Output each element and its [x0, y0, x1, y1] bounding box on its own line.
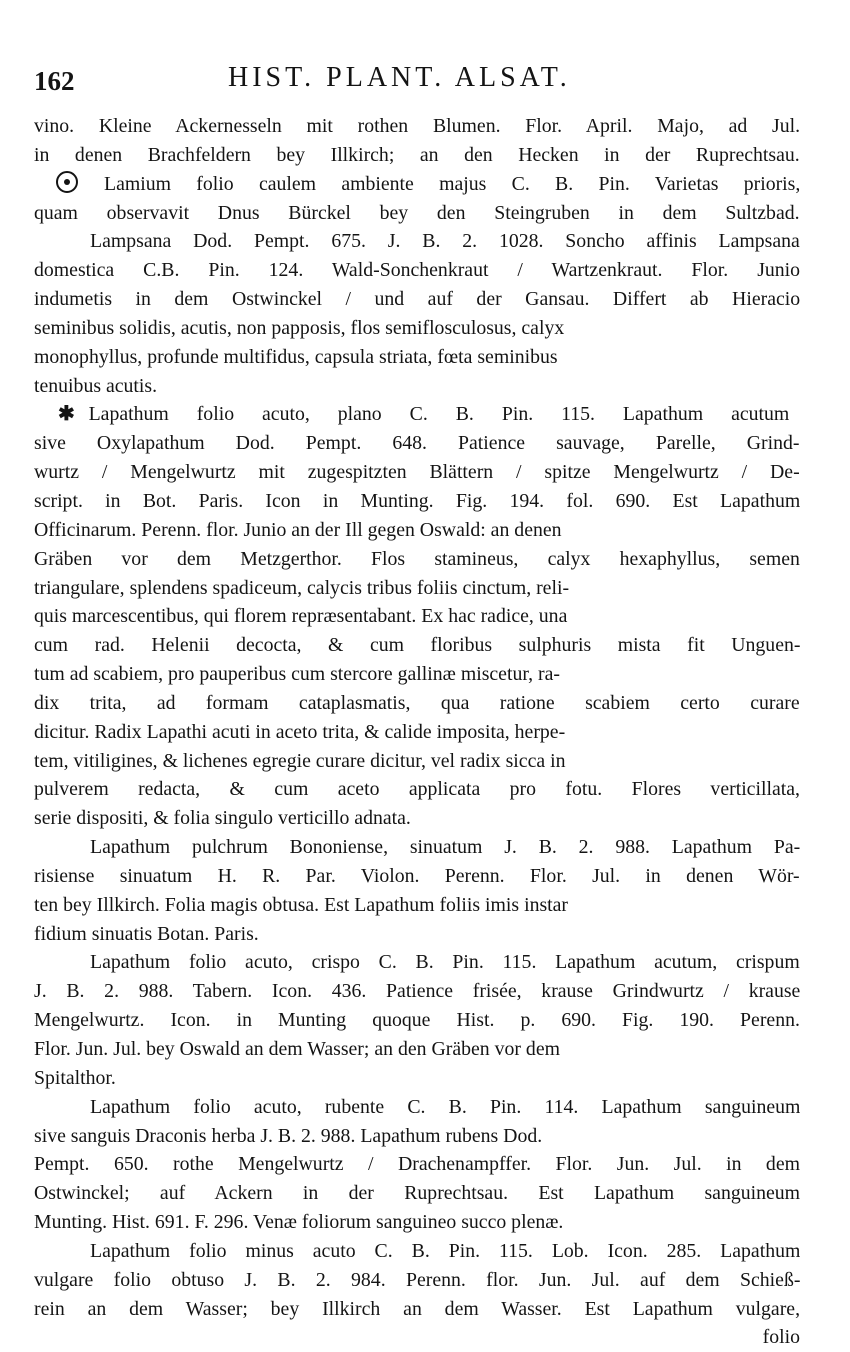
text-line: [34, 1237, 800, 1266]
text-line: [34, 314, 800, 343]
text-line: [34, 285, 800, 314]
perennial-symbol-icon: [56, 171, 78, 193]
text-line: [34, 862, 800, 891]
text-line: [34, 112, 800, 141]
page-header: [34, 62, 814, 102]
text-line-content: monophyllus, profunde multifidus, capsula striata, fœta seminibus: [34, 345, 558, 368]
text-line: [34, 516, 800, 545]
text-line-content: Flor. Jun. Jul. bey Oswald an dem Wasser; an den Gräben vor dem: [34, 1038, 560, 1060]
text-line: [34, 1179, 800, 1208]
text-line-content: tenuibus acutis.: [34, 374, 158, 397]
text-line: [34, 199, 800, 228]
text-line-content: rein an dem Wasser; bey Illkirch an dem Wasser. Est Lapathum vulgare,: [34, 1297, 800, 1320]
text-line: [34, 660, 800, 689]
text-line-content: dicitur. Radix Lapathi acuti in aceto trita, & calide imposita, herpe-: [34, 720, 566, 743]
text-line: [34, 1122, 800, 1151]
text-line: [34, 256, 800, 285]
text-line-content: domestica C.B. Pin. 124. Wald-Sonchenkraut / Wartzenkraut. Flor. Junio: [34, 259, 800, 282]
text-line-content: in denen Brachfeldern bey Illkirch; an den Hecken in der Ruprechtsau.: [34, 143, 800, 166]
text-line: [34, 487, 800, 516]
text-line: [34, 1266, 800, 1295]
text-line: [34, 141, 800, 170]
text-line: [34, 429, 800, 458]
text-line-content: Pempt. 650. rothe Mengelwurtz / Drachenampffer. Flor. Jun. Jul. in dem: [34, 1153, 800, 1176]
text-line: [34, 1035, 800, 1064]
text-line-content: Lapathum folio acuto, plano C. B. Pin. 115. Lapathum acutum: [88, 403, 790, 426]
text-line-content: indumetis in dem Ostwinckel / und auf der Gansau. Differt ab Hieracio: [34, 288, 800, 311]
text-line: [34, 948, 800, 977]
text-line-content: vulgare folio obtuso J. B. 2. 984. Perenn. flor. Jun. Jul. auf dem Schieß-: [34, 1268, 800, 1291]
text-line: [34, 400, 800, 429]
text-line-content: Lamium folio caulem ambiente majus C. B. Pin. Varietas prioris,: [104, 172, 800, 195]
text-line-content: wurtz / Mengelwurtz mit zugespitzten Blättern / spitze Mengelwurtz / De-: [34, 461, 800, 484]
text-line: [34, 1323, 800, 1352]
text-line: [34, 1208, 800, 1237]
text-line-content: Mengelwurtz. Icon. in Munting quoque Hist. p. 690. Fig. 190. Perenn.: [34, 1009, 800, 1032]
text-line-content: Lapathum folio minus acuto C. B. Pin. 115. Lob. Icon. 285. Lapathum: [90, 1239, 800, 1262]
text-line-content: sive Oxylapathum Dod. Pempt. 648. Patience sauvage, Parelle, Grind-: [34, 432, 800, 455]
text-line: [34, 545, 800, 574]
text-line-content: tum ad scabiem, pro pauperibus cum stercore gallinæ miscetur, ra-: [34, 663, 560, 686]
text-line: [34, 574, 800, 603]
text-line-content: pulverem redacta, & cum aceto applicata pro fotu. Flores verticillata,: [34, 778, 800, 801]
text-line-content: Ostwinckel; auf Ackern in der Ruprechtsau. Est Lapathum sanguineum: [34, 1182, 800, 1205]
text-line: [34, 343, 800, 372]
text-line: [34, 602, 800, 631]
text-line-content: cum rad. Helenii decocta, & cum floribus sulphuris mista fit Unguen-: [34, 634, 800, 657]
text-line-content: folio: [762, 1326, 800, 1349]
text-line-content: Lapathum folio acuto, crispo C. B. Pin. 115. Lapathum acutum, crispum: [90, 951, 800, 974]
text-line: [34, 631, 800, 660]
text-line-content: triangulare, splendens spadiceum, calycis tribus foliis cinctum, reli-: [34, 576, 570, 599]
text-line: [34, 372, 800, 401]
text-line-content: ten bey Illkirch. Folia magis obtusa. Est Lapathum foliis imis instar: [34, 893, 569, 916]
text-line-content: fidium sinuatis Botan. Paris.: [34, 922, 259, 945]
text-line-content: Gräben vor dem Metzgerthor. Flos stamineus, calyx hexaphyllus, semen: [34, 547, 800, 570]
text-line: [34, 977, 800, 1006]
text-line: [34, 1064, 800, 1093]
text-line-content: Spitalthor.: [34, 1066, 116, 1089]
text-line-content: seminibus solidis, acutis, non papposis, flos semiflosculosus, calyx: [34, 316, 565, 339]
text-line-content: sive sanguis Draconis herba J. B. 2. 988. Lapathum rubens Dod.: [34, 1124, 543, 1147]
text-line-content: Officinarum. Perenn. flor. Junio an der Ill gegen Oswald: an denen: [34, 518, 562, 541]
text-line-content: quam observavit Dnus Bürckel bey den Steingruben in dem Sultzbad.: [34, 201, 800, 224]
text-line: [34, 1006, 800, 1035]
text-line-content: serie dispositi, & folia singulo verticillo adnata.: [34, 807, 411, 830]
text-line-content: Lapathum folio acuto, rubente C. B. Pin. 114. Lapathum sanguineum: [90, 1095, 800, 1118]
text-line: [34, 833, 800, 862]
text-line: [34, 170, 800, 199]
text-line: [34, 227, 800, 256]
text-line-content: Lampsana Dod. Pempt. 675. J. B. 2. 1028. Soncho affinis Lampsana: [90, 230, 800, 253]
text-line: [34, 804, 800, 833]
text-line: [34, 747, 800, 776]
page-number: 162: [34, 66, 75, 96]
text-line-content: J. B. 2. 988. Tabern. Icon. 436. Patience frisée, krause Grindwurtz / krause: [34, 980, 800, 1003]
text-line: [34, 1295, 800, 1324]
text-line: [34, 920, 800, 949]
text-line-content: risiense sinuatum H. R. Par. Violon. Perenn. Flor. Jul. in denen Wör-: [34, 864, 800, 887]
text-line-content: Lapathum pulchrum Bononiense, sinuatum J. B. 2. 988. Lapathum Pa-: [90, 836, 800, 859]
text-line: [34, 1093, 800, 1122]
text-line-content: script. in Bot. Paris. Icon in Munting. Fig. 194. fol. 690. Est Lapathum: [34, 489, 800, 512]
asterisk-icon: ✱: [58, 403, 75, 426]
text-line: [34, 689, 800, 718]
text-line: [34, 1150, 800, 1179]
running-head: HIST. PLANT. ALSAT.: [228, 62, 571, 93]
text-line: [34, 718, 800, 747]
text-line: [34, 891, 800, 920]
body-text: [34, 112, 800, 1352]
text-line: [34, 775, 800, 804]
text-line-content: quis marcescentibus, qui florem repræsentabant. Ex hac radice, una: [34, 605, 568, 628]
text-line-content: Munting. Hist. 691. F. 296. Venæ foliorum sanguineo succo plenæ.: [34, 1211, 564, 1234]
text-line: [34, 458, 800, 487]
text-line-content: vino. Kleine Ackernesseln mit rothen Blumen. Flor. April. Majo, ad Jul.: [34, 115, 800, 137]
text-line-content: tem, vitiligines, & lichenes egregie curare dicitur, vel radix sicca in: [34, 749, 566, 772]
text-line-content: dix trita, ad formam cataplasmatis, qua ratione scabiem certo curare: [34, 691, 800, 714]
